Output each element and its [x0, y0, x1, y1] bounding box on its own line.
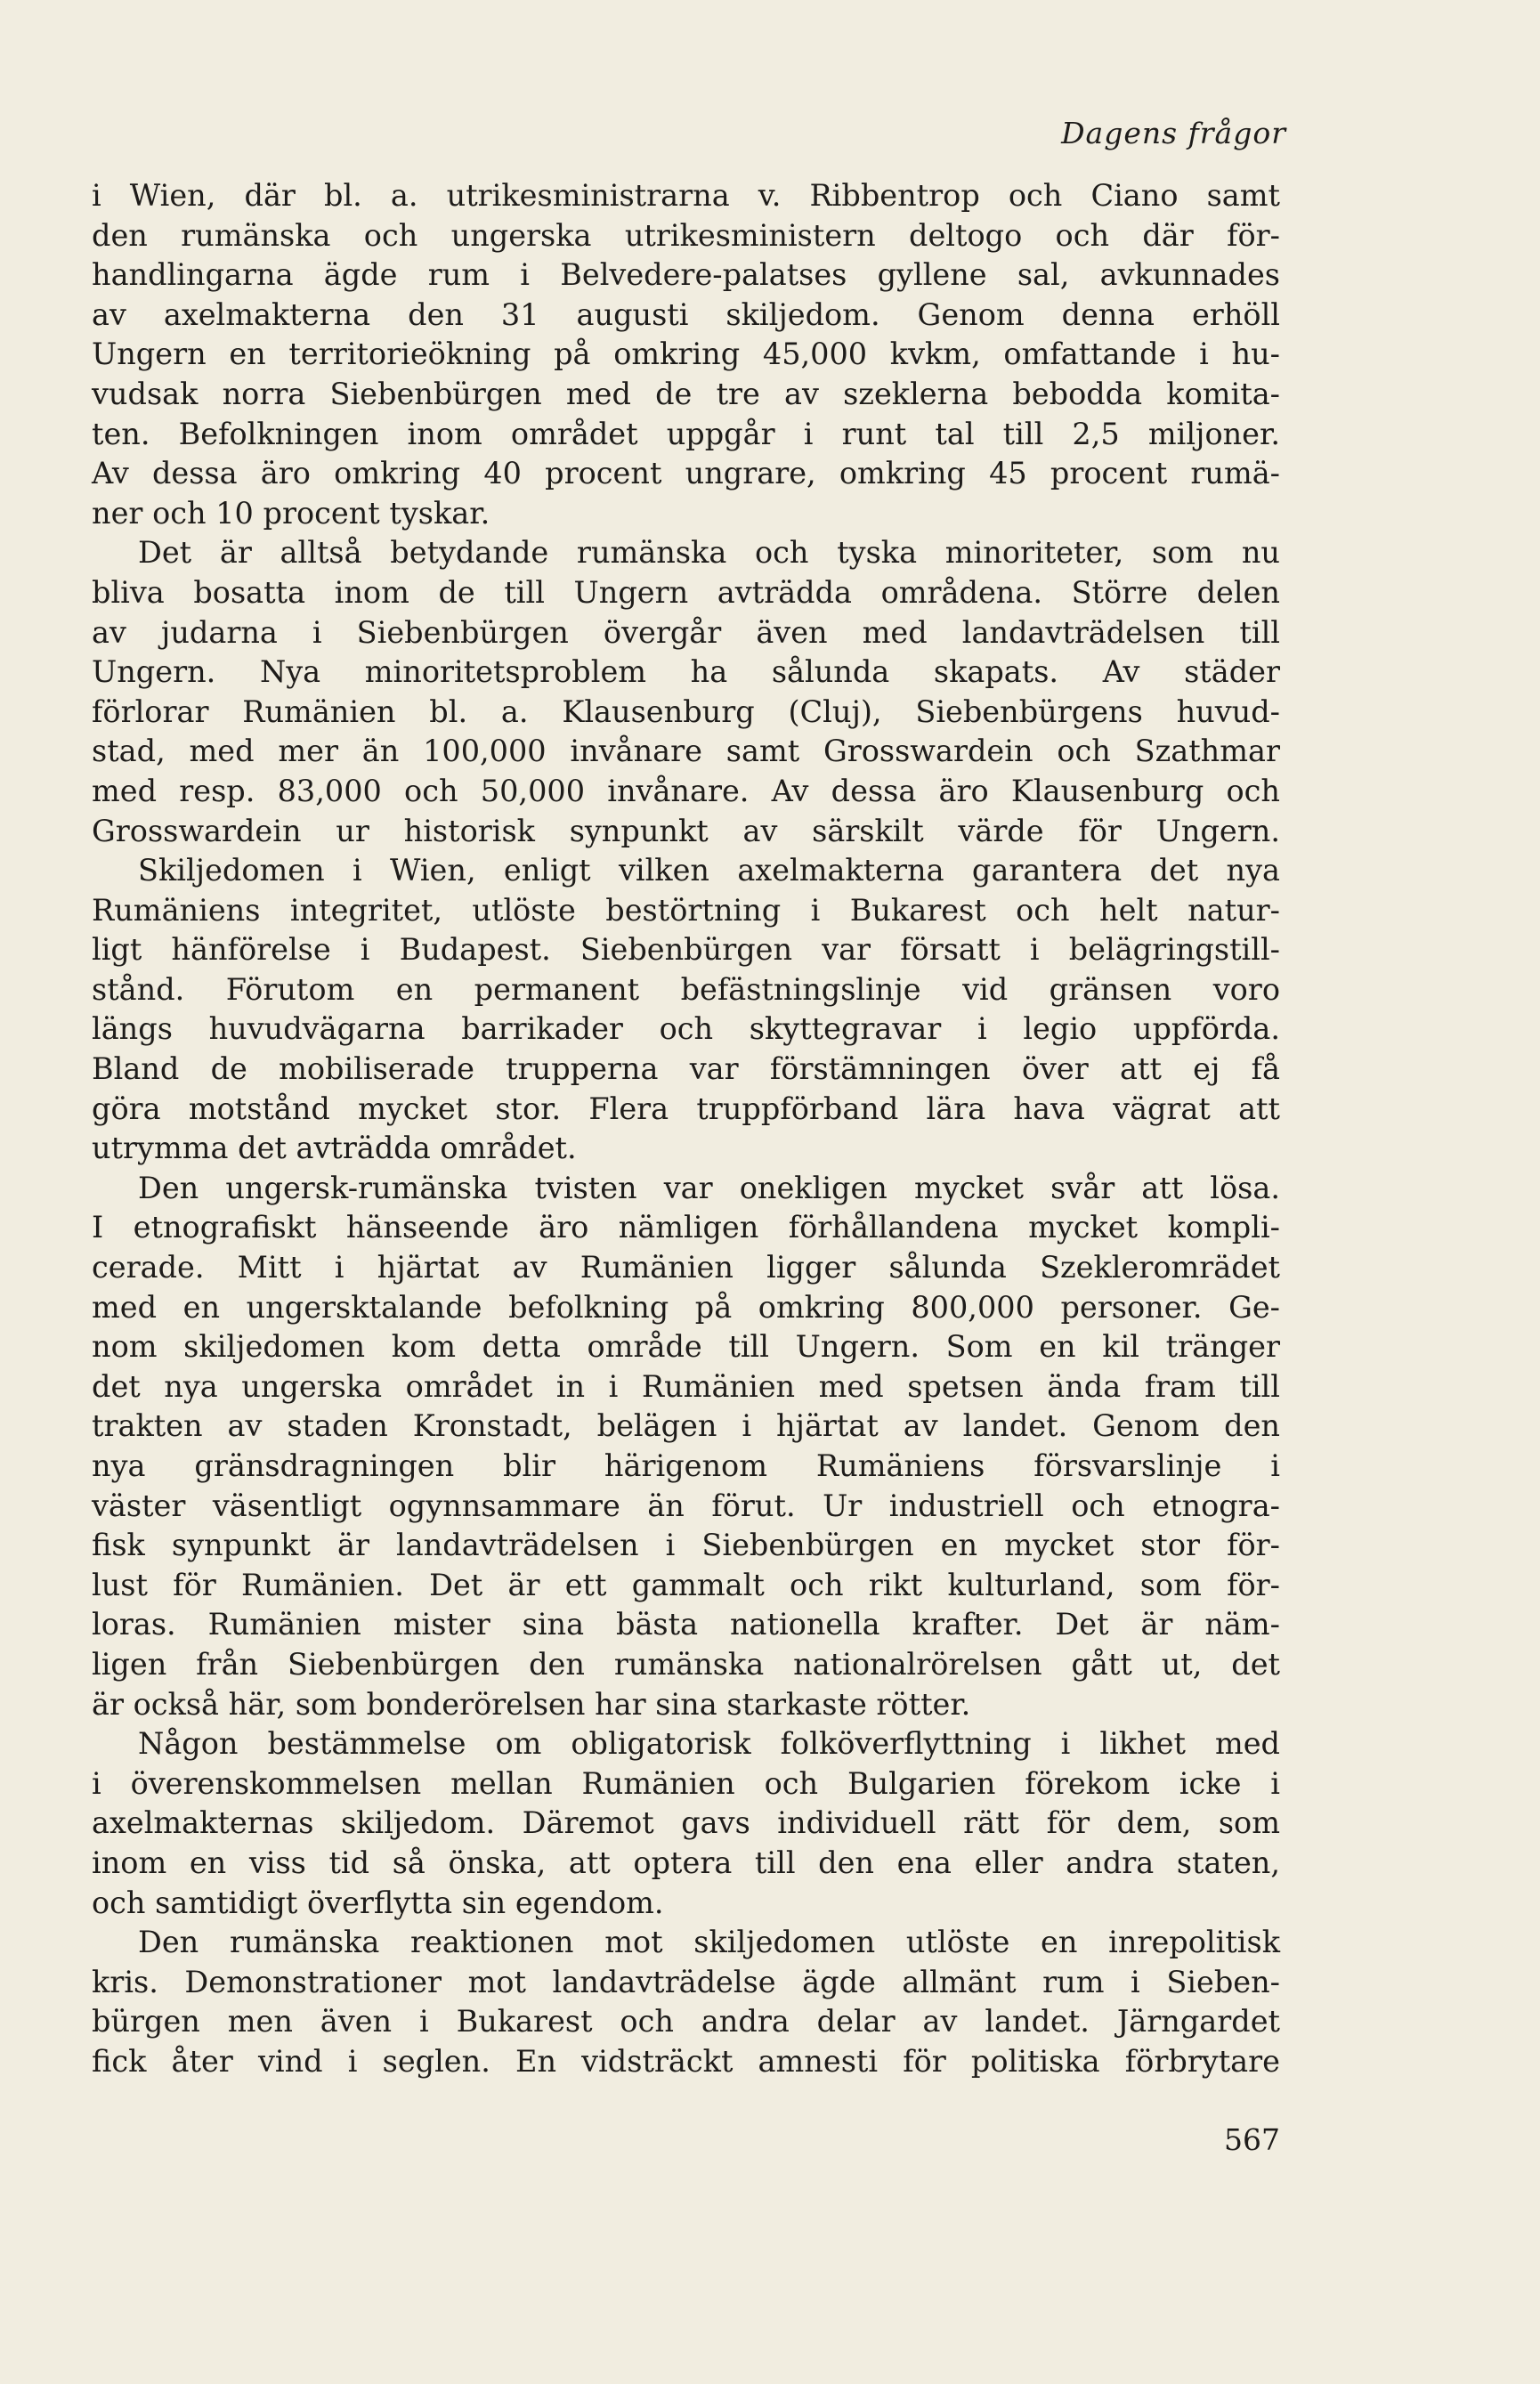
text-line: ten. Befolkningen inom området uppgår i runt tal till 2,5 miljoner. [92, 416, 1280, 451]
text-line: fick åter vind i seglen. En vidsträckt amnesti för politiska förbrytare [92, 2043, 1280, 2079]
text-line: kris. Demonstrationer mot landavträdelse ägde allmänt rum i Sieben- [92, 1964, 1280, 1999]
text-line: ligt hänförelse i Budapest. Siebenbürgen var försatt i belägringstill- [92, 932, 1280, 968]
text-line: med en ungersktalande befolkning på omkring 800,000 personer. Ge- [92, 1289, 1280, 1325]
text-line: i överenskommelsen mellan Rumänien och Bulgarien förekom icke i [92, 1765, 1280, 1801]
text-line: Ungern. Nya minoritetsproblem ha sålunda skapats. Av städer [92, 654, 1280, 690]
paragraph-3 [92, 851, 1280, 1169]
text-line: Ungern en territorieökning på omkring 45,000 kvkm, omfattande i hu- [92, 337, 1280, 372]
page-number: 567 [1224, 2122, 1280, 2157]
text-line: av judarna i Siebenbürgen övergår även med landavträdelsen till [92, 614, 1280, 650]
running-head: Dagens frågor [1061, 116, 1286, 150]
paragraph-4 [92, 1169, 1280, 1724]
body-text [92, 176, 1280, 2082]
text-line: Någon bestämmelse om obligatorisk folköverflyttning i likhet med [138, 1726, 1280, 1762]
text-line: Rumäniens integritet, utlöste bestörtning i Bukarest och helt natur- [92, 892, 1280, 928]
text-line: nya gränsdragningen blir härigenom Rumäniens försvarslinje i [92, 1448, 1280, 1483]
text-line: väster väsentligt ogynnsammare än förut. Ur industriell och etnogra- [92, 1488, 1280, 1523]
text-line: av axelmakterna den 31 augusti skiljedom. Genom denna erhöll [92, 296, 1280, 332]
text-line: I etnografiskt hänseende äro nämligen förhållandena mycket kompli- [92, 1210, 1280, 1245]
text-line: Skiljedomen i Wien, enligt vilken axelmakterna garantera det nya [138, 853, 1280, 888]
text-line: bürgen men även i Bukarest och andra delar av landet. Järngardet [92, 2004, 1280, 2039]
text-line: stad, med mer än 100,000 invånare samt Grosswardein och Szathmar [92, 734, 1280, 769]
text-line: cerade. Mitt i hjärtat av Rumänien ligger sålunda Szekleromrädet [92, 1250, 1280, 1285]
text-line: Grosswardein ur historisk synpunkt av särskilt värde för Ungern. [92, 813, 1280, 848]
paragraph-5 [92, 1724, 1280, 1923]
text-line: ligen från Siebenbürgen den rumänska nationalrörelsen gått ut, det [92, 1646, 1280, 1682]
text-line: lust för Rumänien. Det är ett gammalt och rikt kulturland, som för- [92, 1567, 1280, 1602]
text-line: i Wien, där bl. a. utrikesministrarna v. Ribbentrop och Ciano samt [92, 178, 1280, 213]
text-line: det nya ungerska området in i Rumänien med spetsen ända fram till [92, 1368, 1280, 1404]
text-line: Det är alltså betydande rumänska och tyska minoriteter, som nu [138, 535, 1280, 571]
text-line: handlingarna ägde rum i Belvedere-palatses gyllene sal, avkunnades [92, 257, 1280, 293]
text-line: förlorar Rumänien bl. a. Klausenburg (Cluj), Siebenbürgens huvud- [92, 693, 1280, 729]
text-line: Bland de mobiliserade trupperna var förstämningen över att ej få [92, 1051, 1280, 1087]
text-line: göra motstånd mycket stor. Flera truppförband lära hava vägrat att [92, 1091, 1280, 1126]
paragraph-1 [92, 176, 1280, 533]
text-line: längs huvudvägarna barrikader och skyttegravar i legio uppförda. [92, 1011, 1280, 1047]
text-line: nom skiljedomen kom detta område till Ungern. Som en kil tränger [92, 1329, 1280, 1365]
text-line: inom en viss tid så önska, att optera till den ena eller andra staten, [92, 1845, 1280, 1880]
paragraph-6 [92, 1923, 1280, 2081]
text-line: stånd. Förutom en permanent befästningslinje vid gränsen voro [92, 971, 1280, 1007]
text-line: den rumänska och ungerska utrikesministern deltogo och där för- [92, 217, 1280, 253]
text-line: är också här, som bonderörelsen har sina starkaste rötter. [92, 1686, 971, 1722]
text-line: vudsak norra Siebenbürgen med de tre av szeklerna bebodda komita- [92, 376, 1280, 411]
text-line: trakten av staden Kronstadt, belägen i hjärtat av landet. Genom den [92, 1408, 1280, 1444]
paragraph-2 [92, 533, 1280, 851]
text-line: ner och 10 procent tyskar. [92, 495, 490, 531]
text-line: bliva bosatta inom de till Ungern avträdda områdena. Större delen [92, 574, 1280, 610]
text-line: axelmakternas skiljedom. Däremot gavs individuell rätt för dem, som [92, 1805, 1280, 1841]
text-line: Av dessa äro omkring 40 procent ungrare, omkring 45 procent rumä- [92, 456, 1280, 491]
text-line: fisk synpunkt är landavträdelsen i Siebenbürgen en mycket stor för- [92, 1528, 1280, 1563]
text-line: och samtidigt överflytta sin egendom. [92, 1885, 664, 1920]
text-line: Den ungersk-rumänska tvisten var onekligen mycket svår att lösa. [138, 1170, 1280, 1205]
text-line: med resp. 83,000 och 50,000 invånare. Av dessa äro Klausenburg och [92, 773, 1280, 808]
text-line: loras. Rumänien mister sina bästa nationella krafter. Det är näm- [92, 1607, 1280, 1642]
text-line: Den rumänska reaktionen mot skiljedomen utlöste en inrepolitisk [138, 1925, 1280, 1960]
text-line: utrymma det avträdda området. [92, 1131, 577, 1166]
